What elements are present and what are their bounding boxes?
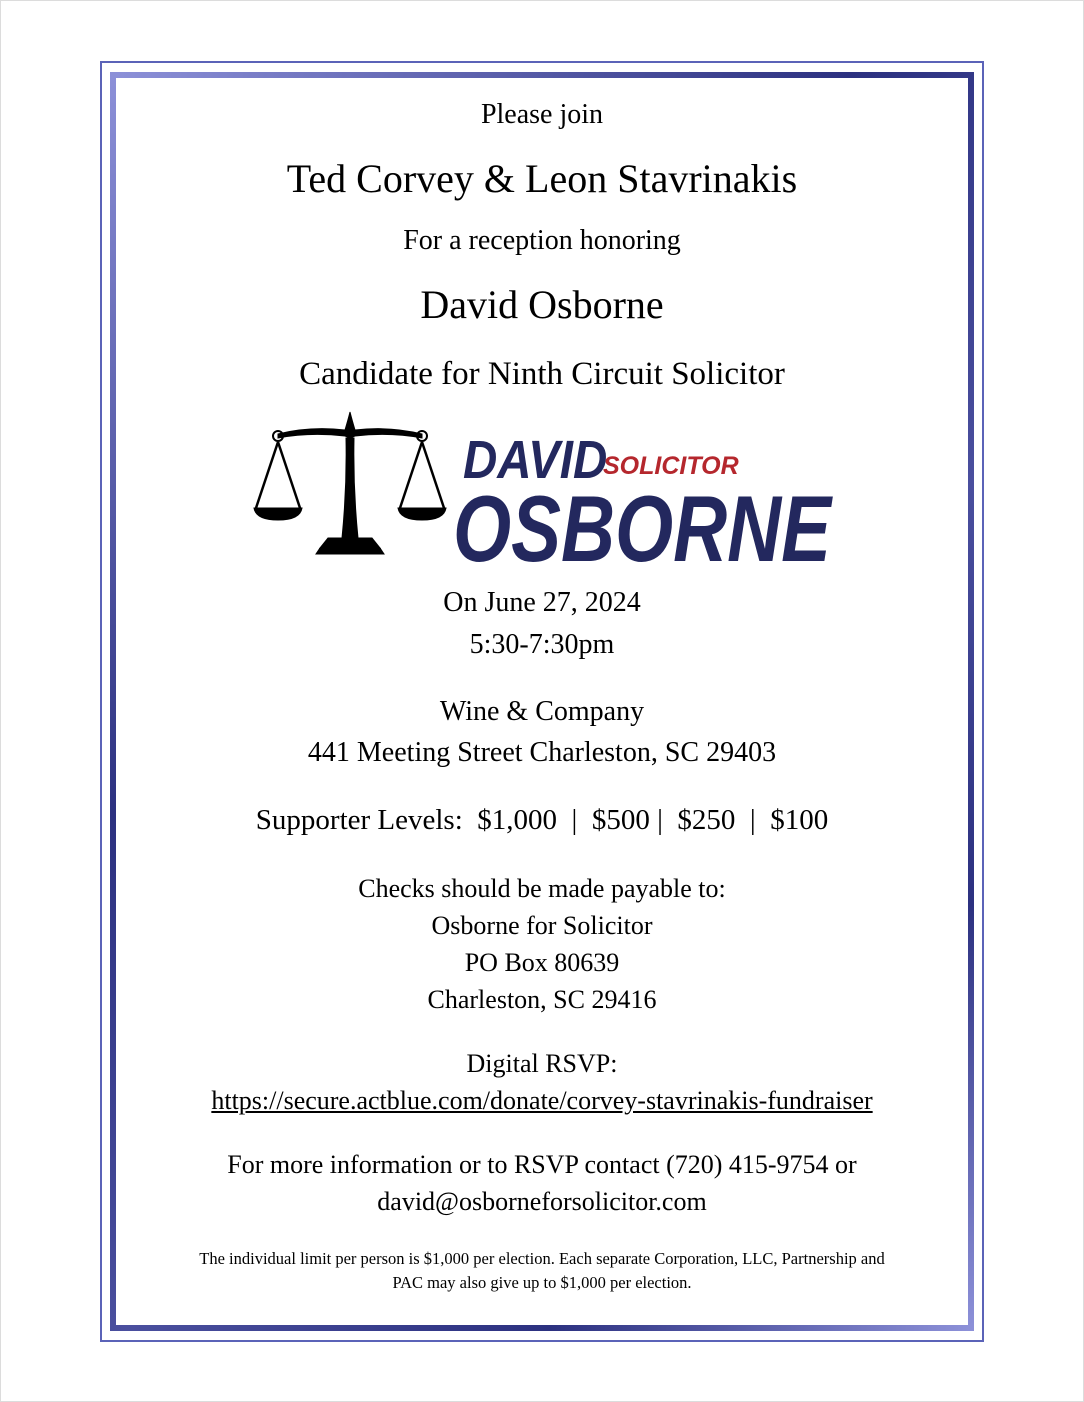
level-amount: $1,000 [477,804,558,836]
hosts-heading: Ted Corvey & Leon Stavrinakis [286,156,798,201]
level-separator: | [749,804,756,836]
checks-payee: Osborne for Solicitor [431,911,653,940]
candidacy-heading: Candidate for Ninth Circuit Solicitor [299,356,785,392]
rsvp-label: Digital RSVP: [466,1049,618,1078]
checks-label: Checks should be made payable to: [358,874,726,903]
disclaimer-line-1: The individual limit per person is $1,000 per election. Each separate Corporation, LLC, Partnership and [199,1249,885,1268]
venue-name: Wine & Company [439,696,645,727]
disclaimer-line-2: PAC may also give up to $1,000 per election. [392,1273,692,1292]
campaign-logo [250,408,840,581]
level-amount: $100 [770,804,829,836]
logo-first-name: DAVID [463,429,608,490]
level-amount: $250 [677,804,736,836]
logo-office: SOLICITOR [603,452,739,480]
contact-email[interactable]: david@osborneforsolicitor.com [377,1187,707,1216]
checks-city: Charleston, SC 29416 [427,985,657,1014]
reception-text: For a reception honoring [403,225,681,256]
honoree-heading: David Osborne [420,282,664,327]
event-date: On June 27, 2024 [443,587,641,618]
scales-of-justice-icon [254,412,446,554]
event-time: 5:30-7:30pm [469,629,615,660]
logo-last-name: OSBORNE [453,476,834,581]
intro-text: Please join [480,99,604,130]
level-separator: | [571,804,578,836]
venue-address: 441 Meeting Street Charleston, SC 29403 [307,737,777,768]
rsvp-link[interactable]: https://secure.actblue.com/donate/corvey-stavrinakis-fundraiser [211,1086,873,1115]
contact-line: For more information or to RSVP contact (720) 415-9754 or [227,1150,857,1179]
level-separator: | [657,804,663,836]
level-amount: $500 [591,804,650,836]
supporter-levels-label: Supporter Levels: [255,804,463,836]
checks-po-box: PO Box 80639 [464,948,620,977]
supporter-levels [0,804,1084,837]
